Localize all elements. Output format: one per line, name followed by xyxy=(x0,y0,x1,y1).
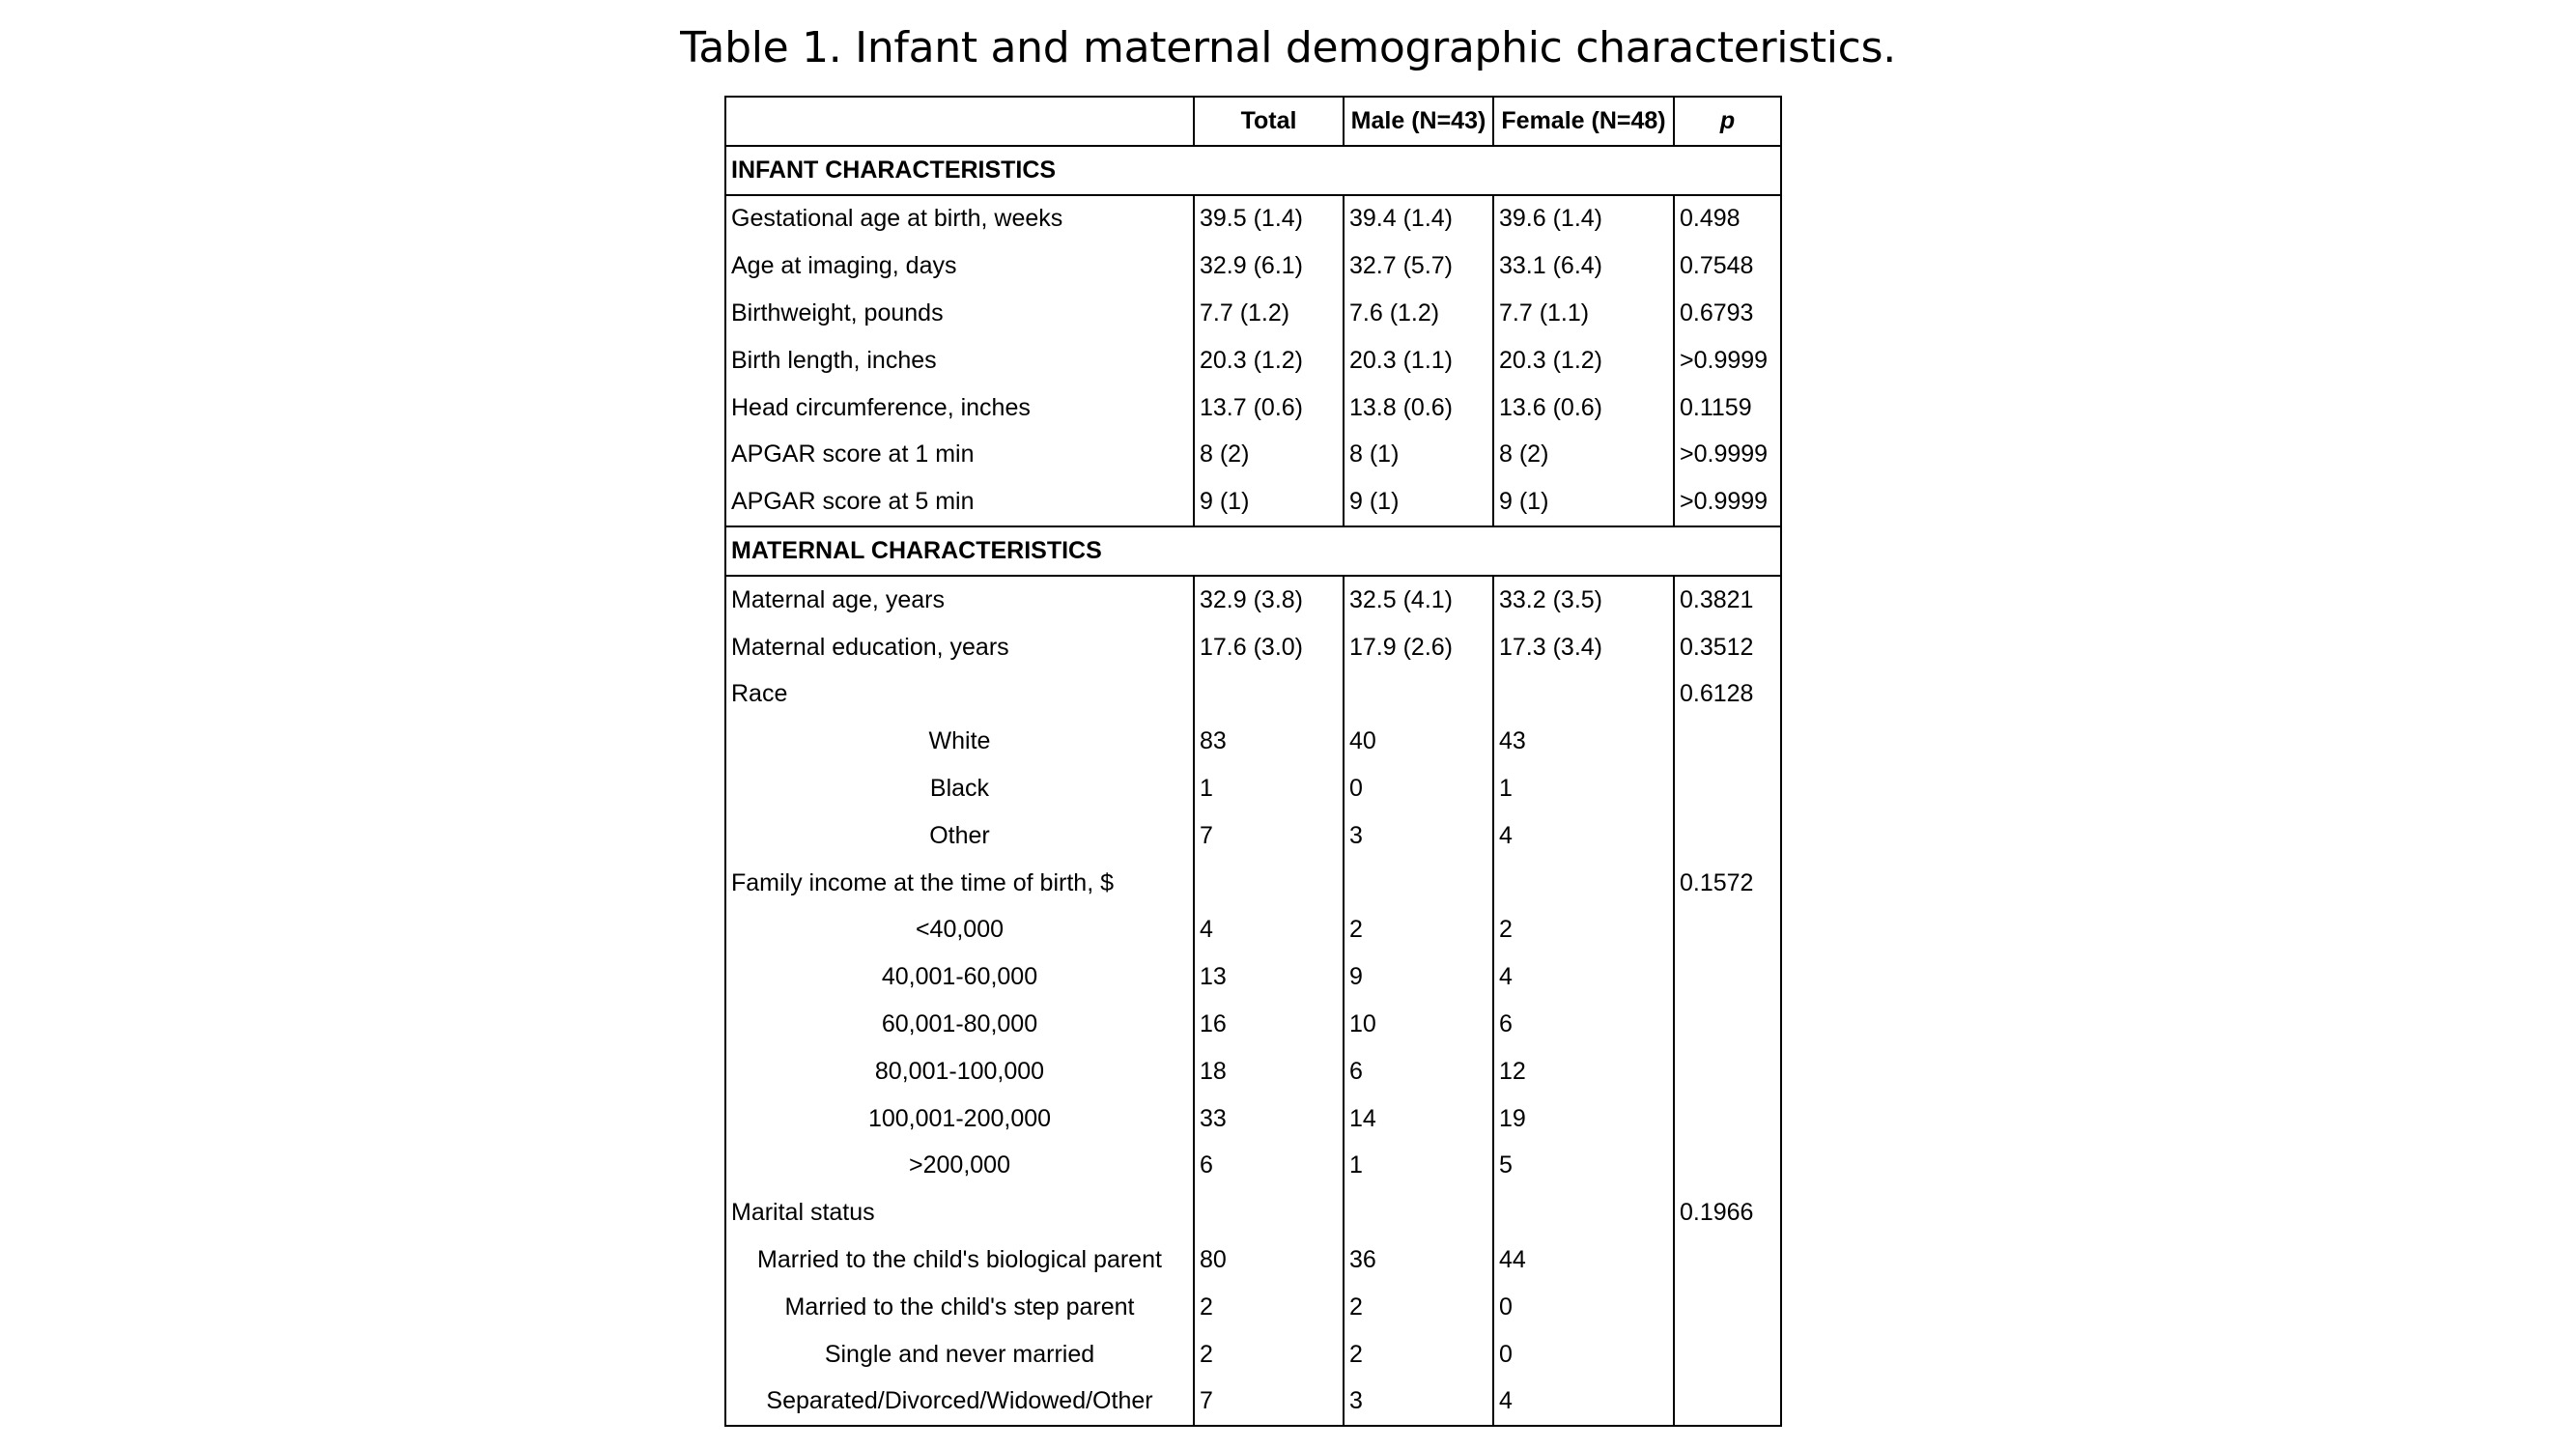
p-value-cell xyxy=(1674,812,1781,860)
p-value-cell xyxy=(1674,907,1781,954)
male-cell: 13.8 (0.6) xyxy=(1344,384,1493,432)
p-value-cell: 0.1159 xyxy=(1674,384,1781,432)
p-value-cell xyxy=(1674,1095,1781,1143)
female-cell: 2 xyxy=(1493,907,1674,954)
p-value-cell: 0.3512 xyxy=(1674,624,1781,671)
table-row xyxy=(725,812,1781,860)
total-cell: 32.9 (3.8) xyxy=(1194,576,1344,624)
row-label: 40,001-60,000 xyxy=(725,953,1194,1001)
male-cell: 17.9 (2.6) xyxy=(1344,624,1493,671)
section-heading: MATERNAL CHARACTERISTICS xyxy=(725,526,1781,576)
header-female: Female (N=48) xyxy=(1493,97,1674,146)
row-label: Birthweight, pounds xyxy=(725,290,1194,337)
row-label: Age at imaging, days xyxy=(725,242,1194,290)
row-label: Marital status xyxy=(725,1189,1194,1236)
male-cell: 2 xyxy=(1344,1284,1493,1331)
total-cell: 83 xyxy=(1194,718,1344,765)
total-cell: 80 xyxy=(1194,1236,1344,1284)
header-p-value: p xyxy=(1674,97,1781,146)
row-label: >200,000 xyxy=(725,1143,1194,1190)
p-value-cell xyxy=(1674,1236,1781,1284)
total-cell: 32.9 (6.1) xyxy=(1194,242,1344,290)
row-label: Married to the child's step parent xyxy=(725,1284,1194,1331)
female-cell: 6 xyxy=(1493,1001,1674,1048)
male-cell: 14 xyxy=(1344,1095,1493,1143)
row-label: Married to the child's biological parent xyxy=(725,1236,1194,1284)
female-cell: 0 xyxy=(1493,1331,1674,1378)
total-cell: 9 (1) xyxy=(1194,478,1344,526)
header-male: Male (N=43) xyxy=(1344,97,1493,146)
p-value-cell: 0.6128 xyxy=(1674,671,1781,719)
p-value-cell: 0.3821 xyxy=(1674,576,1781,624)
table-row xyxy=(725,576,1781,624)
male-cell: 2 xyxy=(1344,1331,1493,1378)
female-cell xyxy=(1493,1189,1674,1236)
total-cell: 20.3 (1.2) xyxy=(1194,337,1344,384)
female-cell: 4 xyxy=(1493,812,1674,860)
table-row xyxy=(725,337,1781,384)
male-cell: 3 xyxy=(1344,1378,1493,1427)
p-value-cell: >0.9999 xyxy=(1674,337,1781,384)
table-body xyxy=(725,146,1781,1427)
total-cell: 16 xyxy=(1194,1001,1344,1048)
p-value-cell: 0.1966 xyxy=(1674,1189,1781,1236)
male-cell: 3 xyxy=(1344,812,1493,860)
male-cell xyxy=(1344,1189,1493,1236)
female-cell: 13.6 (0.6) xyxy=(1493,384,1674,432)
table-row xyxy=(725,1048,1781,1095)
row-label: Birth length, inches xyxy=(725,337,1194,384)
section-heading-row xyxy=(725,146,1781,195)
header-label-column xyxy=(725,97,1194,146)
total-cell: 7 xyxy=(1194,1378,1344,1427)
table-row xyxy=(725,1095,1781,1143)
table-row xyxy=(725,1001,1781,1048)
row-label: Family income at the time of birth, $ xyxy=(725,860,1194,907)
table-row xyxy=(725,860,1781,907)
female-cell: 39.6 (1.4) xyxy=(1493,195,1674,243)
female-cell: 19 xyxy=(1493,1095,1674,1143)
total-cell: 2 xyxy=(1194,1284,1344,1331)
table-row xyxy=(725,1378,1781,1427)
row-label: Single and never married xyxy=(725,1331,1194,1378)
table-row xyxy=(725,195,1781,243)
table-row xyxy=(725,907,1781,954)
male-cell: 32.7 (5.7) xyxy=(1344,242,1493,290)
total-cell: 4 xyxy=(1194,907,1344,954)
section-heading-row xyxy=(725,526,1781,576)
male-cell: 6 xyxy=(1344,1048,1493,1095)
table-row xyxy=(725,242,1781,290)
table-row xyxy=(725,718,1781,765)
row-label: Head circumference, inches xyxy=(725,384,1194,432)
header-row xyxy=(725,97,1781,146)
p-value-cell xyxy=(1674,1378,1781,1427)
total-cell: 1 xyxy=(1194,765,1344,812)
total-cell: 39.5 (1.4) xyxy=(1194,195,1344,243)
p-value-cell xyxy=(1674,1048,1781,1095)
male-cell xyxy=(1344,671,1493,719)
male-cell: 36 xyxy=(1344,1236,1493,1284)
row-label: APGAR score at 1 min xyxy=(725,432,1194,479)
table-row xyxy=(725,432,1781,479)
male-cell xyxy=(1344,860,1493,907)
female-cell: 12 xyxy=(1493,1048,1674,1095)
table-row xyxy=(725,1331,1781,1378)
female-cell: 0 xyxy=(1493,1284,1674,1331)
female-cell: 7.7 (1.1) xyxy=(1493,290,1674,337)
table-row xyxy=(725,1284,1781,1331)
total-cell xyxy=(1194,671,1344,719)
total-cell: 8 (2) xyxy=(1194,432,1344,479)
p-value-cell xyxy=(1674,1001,1781,1048)
row-label: 80,001-100,000 xyxy=(725,1048,1194,1095)
male-cell: 10 xyxy=(1344,1001,1493,1048)
female-cell: 5 xyxy=(1493,1143,1674,1190)
row-label: APGAR score at 5 min xyxy=(725,478,1194,526)
male-cell: 39.4 (1.4) xyxy=(1344,195,1493,243)
male-cell: 32.5 (4.1) xyxy=(1344,576,1493,624)
total-cell xyxy=(1194,860,1344,907)
male-cell: 40 xyxy=(1344,718,1493,765)
row-label: Separated/Divorced/Widowed/Other xyxy=(725,1378,1194,1427)
table-row xyxy=(725,671,1781,719)
total-cell: 33 xyxy=(1194,1095,1344,1143)
p-value-cell: 0.1572 xyxy=(1674,860,1781,907)
header-total: Total xyxy=(1194,97,1344,146)
table-row xyxy=(725,624,1781,671)
female-cell: 20.3 (1.2) xyxy=(1493,337,1674,384)
male-cell: 1 xyxy=(1344,1143,1493,1190)
p-value-cell: 0.498 xyxy=(1674,195,1781,243)
table-title: Table 1. Infant and maternal demographic characteristics. xyxy=(680,23,1896,72)
row-label: White xyxy=(725,718,1194,765)
p-value-cell xyxy=(1674,1331,1781,1378)
total-cell: 6 xyxy=(1194,1143,1344,1190)
row-label: Maternal age, years xyxy=(725,576,1194,624)
female-cell: 9 (1) xyxy=(1493,478,1674,526)
demographics-table xyxy=(724,96,1782,1427)
table-row xyxy=(725,1189,1781,1236)
p-value-cell: 0.6793 xyxy=(1674,290,1781,337)
p-value-cell: 0.7548 xyxy=(1674,242,1781,290)
row-label: Maternal education, years xyxy=(725,624,1194,671)
p-value-cell xyxy=(1674,718,1781,765)
section-heading: INFANT CHARACTERISTICS xyxy=(725,146,1781,195)
female-cell: 33.1 (6.4) xyxy=(1493,242,1674,290)
row-label: Race xyxy=(725,671,1194,719)
total-cell xyxy=(1194,1189,1344,1236)
male-cell: 9 xyxy=(1344,953,1493,1001)
total-cell: 17.6 (3.0) xyxy=(1194,624,1344,671)
male-cell: 7.6 (1.2) xyxy=(1344,290,1493,337)
total-cell: 7.7 (1.2) xyxy=(1194,290,1344,337)
total-cell: 18 xyxy=(1194,1048,1344,1095)
p-value-cell: >0.9999 xyxy=(1674,432,1781,479)
female-cell: 8 (2) xyxy=(1493,432,1674,479)
female-cell xyxy=(1493,671,1674,719)
female-cell: 4 xyxy=(1493,953,1674,1001)
female-cell: 4 xyxy=(1493,1378,1674,1427)
table-row xyxy=(725,953,1781,1001)
row-label: 100,001-200,000 xyxy=(725,1095,1194,1143)
total-cell: 13.7 (0.6) xyxy=(1194,384,1344,432)
table-row xyxy=(725,478,1781,526)
row-label: Black xyxy=(725,765,1194,812)
p-value-cell xyxy=(1674,1284,1781,1331)
table-row xyxy=(725,1236,1781,1284)
table-row xyxy=(725,1143,1781,1190)
row-label: Gestational age at birth, weeks xyxy=(725,195,1194,243)
male-cell: 9 (1) xyxy=(1344,478,1493,526)
male-cell: 0 xyxy=(1344,765,1493,812)
male-cell: 2 xyxy=(1344,907,1493,954)
p-value-cell xyxy=(1674,953,1781,1001)
female-cell: 43 xyxy=(1493,718,1674,765)
table-row xyxy=(725,384,1781,432)
row-label: 60,001-80,000 xyxy=(725,1001,1194,1048)
female-cell: 1 xyxy=(1493,765,1674,812)
total-cell: 7 xyxy=(1194,812,1344,860)
male-cell: 20.3 (1.1) xyxy=(1344,337,1493,384)
female-cell xyxy=(1493,860,1674,907)
p-value-cell xyxy=(1674,765,1781,812)
total-cell: 13 xyxy=(1194,953,1344,1001)
row-label: <40,000 xyxy=(725,907,1194,954)
total-cell: 2 xyxy=(1194,1331,1344,1378)
p-value-cell xyxy=(1674,1143,1781,1190)
row-label: Other xyxy=(725,812,1194,860)
table-row xyxy=(725,290,1781,337)
female-cell: 33.2 (3.5) xyxy=(1493,576,1674,624)
p-value-cell: >0.9999 xyxy=(1674,478,1781,526)
male-cell: 8 (1) xyxy=(1344,432,1493,479)
female-cell: 44 xyxy=(1493,1236,1674,1284)
table-row xyxy=(725,765,1781,812)
female-cell: 17.3 (3.4) xyxy=(1493,624,1674,671)
